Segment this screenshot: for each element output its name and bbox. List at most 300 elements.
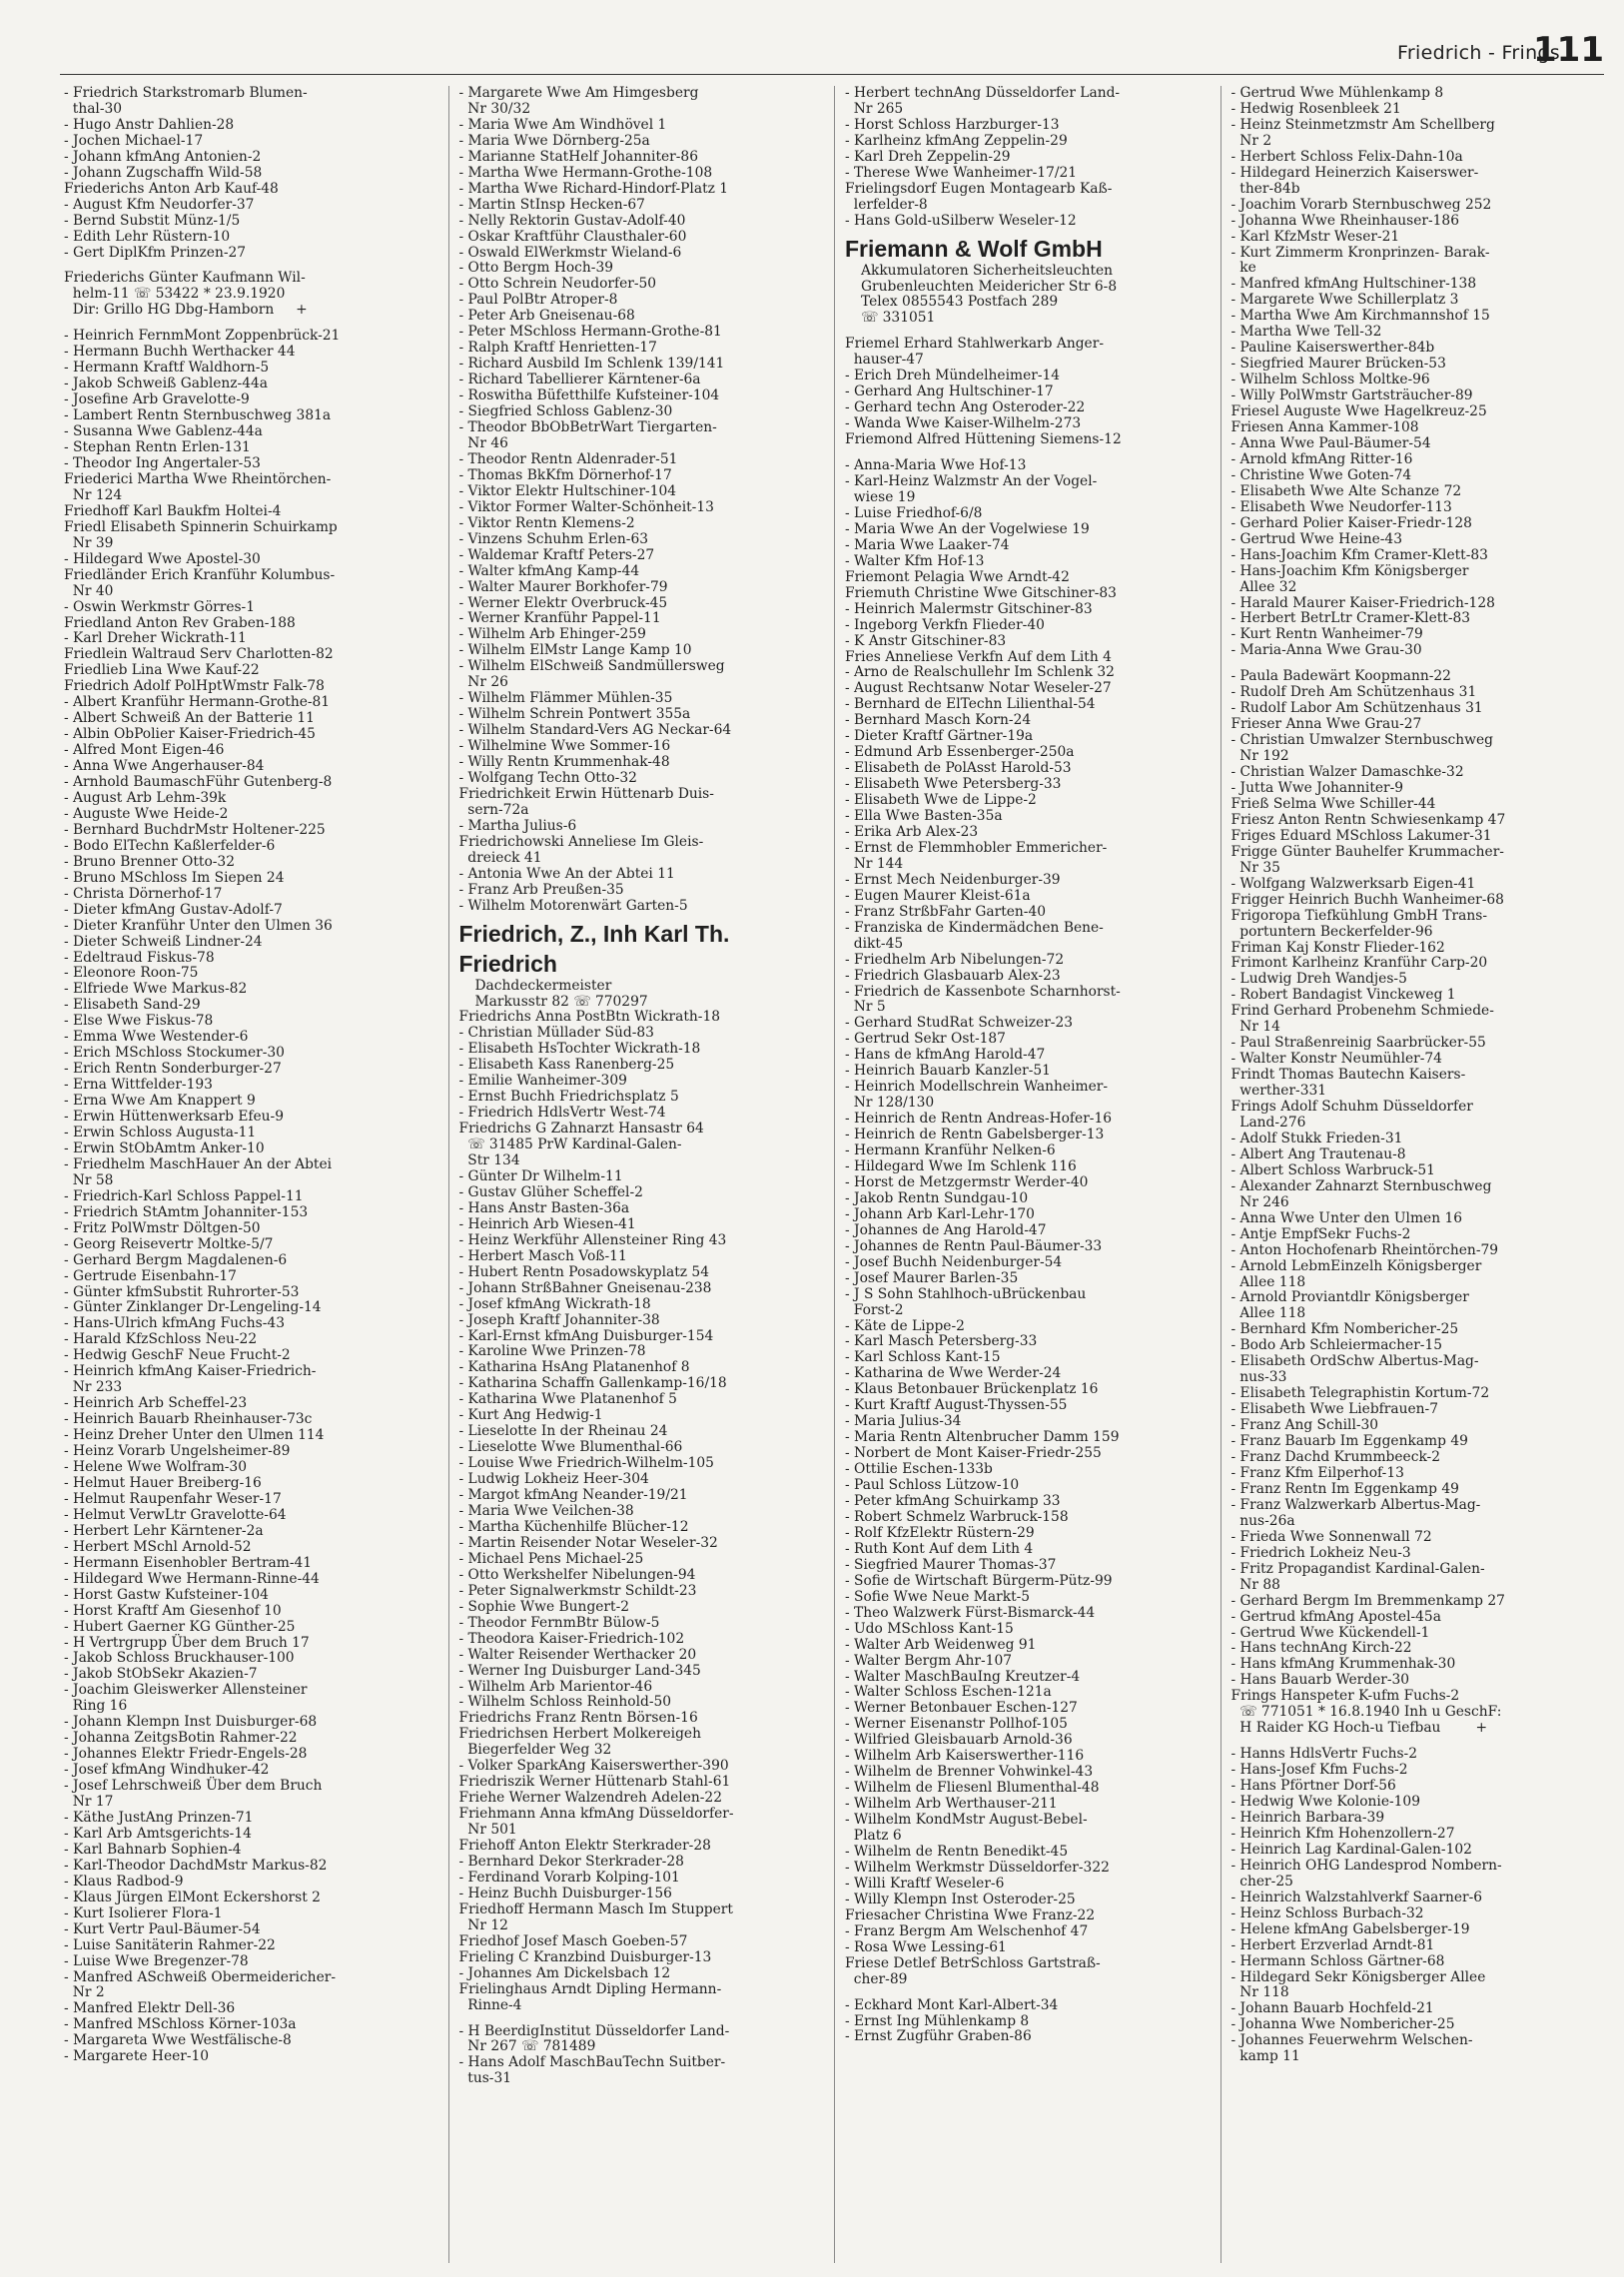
directory-entry: - Herbert MSchl Arnold-52 xyxy=(64,1538,252,1555)
directory-entry: - Kurt Isolierer Flora-1 xyxy=(64,1904,223,1921)
directory-entry: - Hermann Kraftf Waldhorn-5 xyxy=(64,360,270,377)
directory-entry: - Heinrich Bauarb Rheinhauser-73c xyxy=(64,1411,313,1428)
directory-entry: - Katharina Schaffn Gallenkamp-16/18 xyxy=(458,1375,727,1392)
directory-entry: Nr 12 xyxy=(458,1916,508,1933)
directory-entry: Friemuth Christine Wwe Gitschiner-83 xyxy=(845,584,1117,601)
directory-entry: Nr 246 xyxy=(1230,1193,1289,1210)
directory-entry: Nr 26 xyxy=(458,674,508,691)
directory-entry: dreieck 41 xyxy=(458,849,542,866)
directory-entry: ke xyxy=(1230,260,1256,277)
directory-entry: Friedrichs G Zahnarzt Hansastr 64 xyxy=(458,1121,704,1138)
directory-entry: - Friedrich HdlsVertr West-74 xyxy=(458,1105,666,1122)
directory-entry: - Wanda Wwe Kaiser-Wilhelm-273 xyxy=(845,415,1082,432)
directory-entry: - Erich Rentn Sonderburger-27 xyxy=(64,1061,282,1078)
directory-entry: - Kurt Rentn Wanheimer-79 xyxy=(1230,626,1423,643)
directory-entry: - Heinz Steinmetzmstr Am Schellberg xyxy=(1230,116,1495,133)
directory-entry: - Dieter Kranführ Unter den Ulmen 36 xyxy=(64,917,333,934)
directory-entry: - Arnhold BaumaschFühr Gutenberg-8 xyxy=(64,774,333,791)
directory-entry: - Johann Zugschaffn Wild-58 xyxy=(64,164,263,181)
directory-entry: Friederichs Anton Arb Kauf-48 xyxy=(64,180,279,197)
directory-entry: - Gertrud Wwe Kückendell-1 xyxy=(1230,1624,1430,1641)
directory-entry: Friederici Martha Wwe Rheintörchen- xyxy=(64,470,332,487)
firm-heading: Friedrich, Z., Inh Karl Th. Friedrich xyxy=(458,920,730,977)
directory-entry: - Margarete Wwe Schillerplatz 3 xyxy=(1230,292,1459,309)
directory-entry: - Wolfgang Walzwerksarb Eigen-41 xyxy=(1230,875,1476,892)
directory-entry: - Herbert technAng Düsseldorfer Land- xyxy=(845,86,1121,101)
directory-entry: Nr 30/32 xyxy=(458,100,531,117)
directory-entry: cher-25 xyxy=(1230,1873,1293,1890)
directory-entry: - Wilhelm Motorenwärt Garten-5 xyxy=(458,897,688,914)
directory-entry: - Heinrich Walzstahlverkf Saarner-6 xyxy=(1230,1889,1483,1905)
directory-entry: - August Arb Lehm-39k xyxy=(64,789,227,806)
directory-entry: - Erna Wittfelder-193 xyxy=(64,1077,213,1094)
directory-entry: Friemont Pelagia Wwe Arndt-42 xyxy=(845,568,1070,585)
directory-entry: - Horst Kraftf Am Giesenhof 10 xyxy=(64,1602,282,1619)
directory-entry: - Günter Dr Wilhelm-11 xyxy=(458,1168,623,1184)
page-header xyxy=(60,30,1604,75)
directory-entry: nus-33 xyxy=(1230,1369,1287,1386)
directory-entry: - Maria Wwe Laaker-74 xyxy=(845,536,1010,553)
directory-entry: Dir: Grillo HG Dbg-Hamborn + xyxy=(64,302,308,319)
directory-entry: - Walter kfmAng Kamp-44 xyxy=(458,562,640,579)
directory-entry: - Karl Schloss Kant-15 xyxy=(845,1349,1001,1366)
directory-entry: Allee 118 xyxy=(1230,1273,1306,1290)
directory-entry: - Hans-Ulrich kfmAng Fuchs-43 xyxy=(64,1315,285,1332)
directory-entry: Platz 6 xyxy=(845,1828,902,1845)
directory-entry: - Theodor BbObBetrWart Tiergarten- xyxy=(458,419,717,436)
directory-entry: Friesel Auguste Wwe Hagelkreuz-25 xyxy=(1230,403,1487,420)
directory-entry: Ring 16 xyxy=(64,1698,128,1715)
directory-entry: - Herbert Lehr Kärntener-2a xyxy=(64,1522,264,1539)
directory-entry: Nr 124 xyxy=(64,486,123,503)
directory-entry: - Klaus Betonbauer Brückenplatz 16 xyxy=(845,1381,1099,1398)
directory-entry: - Heinrich Kfm Hohenzollern-27 xyxy=(1230,1825,1455,1842)
directory-entry: - Pauline Kaiserswerther-84b xyxy=(1230,340,1435,357)
directory-entry: - Peter MSchloss Hermann-Grothe-81 xyxy=(458,324,722,341)
directory-entry: - Karl Dreh Zeppelin-29 xyxy=(845,148,1011,165)
entry-list xyxy=(64,86,442,2065)
directory-entry: Friedrich Adolf PolHptWmstr Falk-78 xyxy=(64,678,325,695)
directory-entry: Frigge Günter Bauhelfer Krummacher- xyxy=(1230,843,1504,860)
firm-heading: Friemann & Wolf GmbH xyxy=(845,235,1103,262)
directory-entry: - Klaus Radbod-9 xyxy=(64,1873,184,1890)
directory-entry: - Georg Reisevertr Moltke-5/7 xyxy=(64,1235,274,1252)
directory-entry: - Ruth Kont Auf dem Lith 4 xyxy=(845,1540,1034,1557)
directory-entry: - Elisabeth Wwe Alte Schanze 72 xyxy=(1230,482,1462,499)
directory-entry: - Friedrich-Karl Schloss Pappel-11 xyxy=(64,1187,304,1204)
directory-entry: - Gerhard Ang Hultschiner-17 xyxy=(845,383,1054,400)
directory-entry: - Ernst Ing Mühlenkamp 8 xyxy=(845,2012,1030,2029)
directory-entry: - Heinz Buchh Duisburger-156 xyxy=(458,1885,672,1901)
directory-entry: - Luise Wwe Bregenzer-78 xyxy=(64,1952,249,1969)
directory-entry: Forst-2 xyxy=(845,1301,904,1318)
directory-entry: - Albert Ang Trautenau-8 xyxy=(1230,1145,1406,1162)
directory-entry: - Heinz Vorarb Ungelsheimer-89 xyxy=(64,1443,291,1460)
directory-entry: - Bodo ElTechn Kaßlerfelder-6 xyxy=(64,837,276,854)
directory-entry: - Wilhelm de Brenner Vohwinkel-43 xyxy=(845,1764,1094,1781)
directory-entry: - Wilfried Gleisbauarb Arnold-36 xyxy=(845,1732,1073,1749)
directory-entry: - Wilhelm de Fliesenl Blumenthal-48 xyxy=(845,1780,1100,1797)
directory-entry: Friedrichkeit Erwin Hüttenarb Duis- xyxy=(458,785,714,802)
directory-entry: - Maria Rentn Altenbrucher Damm 159 xyxy=(845,1429,1120,1446)
directory-entry: - Gertrud Wwe Heine-43 xyxy=(1230,530,1402,547)
directory-entry: - Oswald ElWerkmstr Wieland-6 xyxy=(458,244,682,261)
directory-entry: - Martha Wwe Tell-32 xyxy=(1230,324,1382,341)
directory-entry: - Helene kfmAng Gabelsberger-19 xyxy=(1230,1920,1470,1937)
directory-entry: - Elisabeth Wwe de Lippe-2 xyxy=(845,792,1037,809)
directory-entry: - Arnold LebmEinzelh Königsberger xyxy=(1230,1257,1482,1274)
directory-entry: - Erwin Hüttenwerksarb Efeu-9 xyxy=(64,1109,284,1126)
directory-entry: - Heinrich FernmMont Zoppenbrück-21 xyxy=(64,328,341,345)
directory-entry: - Heinz Werkführ Allensteiner Ring 43 xyxy=(458,1231,727,1248)
directory-entry: - Albert Schweiß An der Batterie 11 xyxy=(64,710,315,727)
directory-entry: - Maria-Anna Wwe Grau-30 xyxy=(1230,642,1422,659)
directory-entry: - Joachim Gleiswerker Allensteiner xyxy=(64,1682,308,1699)
directory-entry: - Josefine Arb Gravelotte-9 xyxy=(64,391,250,408)
directory-entry: - Siegfried Maurer Brücken-53 xyxy=(1230,356,1446,373)
directory-entry: Friman Kaj Konstr Flieder-162 xyxy=(1230,939,1445,956)
directory-entry: - Margarete Heer-10 xyxy=(64,2048,210,2065)
directory-entry: - Maria Wwe An der Vogelwiese 19 xyxy=(845,520,1090,537)
directory-entry: Frigger Heinrich Buchh Wanheimer-68 xyxy=(1230,891,1504,908)
directory-entry: - Käthe JustAng Prinzen-71 xyxy=(64,1809,254,1826)
directory-entry: Nr 58 xyxy=(64,1171,114,1188)
directory-entry: - Gerhard Bergm Im Bremmenkamp 27 xyxy=(1230,1592,1505,1609)
directory-entry: - Wilhelm Arb Kaiserswerther-116 xyxy=(845,1748,1085,1765)
directory-entry: Frindt Thomas Bautechn Kaisers- xyxy=(1230,1067,1466,1084)
directory-entry: - Wolfgang Techn Otto-32 xyxy=(458,769,637,786)
directory-entry: - Elisabeth OrdSchw Albertus-Mag- xyxy=(1230,1353,1479,1370)
directory-entry: - Heinrich OHG Landesprod Nombern- xyxy=(1230,1857,1502,1874)
directory-entry: - Arnold Proviantdlr Königsberger xyxy=(1230,1289,1469,1306)
directory-entry: - Bruno Brenner Otto-32 xyxy=(64,853,235,870)
firm-detail: ☏ 331051 xyxy=(861,310,936,327)
firm-detail: Markusstr 82 ☏ 770297 xyxy=(474,993,648,1010)
directory-entry: - Karoline Wwe Prinzen-78 xyxy=(458,1343,646,1360)
directory-entry: Fries Anneliese Verkfn Auf dem Lith 4 xyxy=(845,648,1112,665)
directory-entry: - Friedhelm MaschHauer An der Abtei xyxy=(64,1155,333,1172)
directory-entry: - Alfred Mont Eigen-46 xyxy=(64,742,225,759)
directory-entry: - Marianne StatHelf Johanniter-86 xyxy=(458,148,698,165)
directory-entry: - Walter Reisender Werthacker 20 xyxy=(458,1646,697,1663)
directory-entry: - Therese Wwe Wanheimer-17/21 xyxy=(845,164,1078,181)
directory-entry: - Maria Julius-34 xyxy=(845,1413,962,1430)
directory-entry: - Ludwig Lokheiz Heer-304 xyxy=(458,1471,649,1488)
directory-entry: - Martha Julius-6 xyxy=(458,817,577,834)
directory-entry: - Margot kfmAng Neander-19/21 xyxy=(458,1487,688,1504)
directory-entry: - Herbert BetrLtr Cramer-Klett-83 xyxy=(1230,610,1471,627)
directory-entry: - Theodor FernmBtr Bülow-5 xyxy=(458,1614,660,1631)
directory-entry: - Christian Umwalzer Sternbuschweg xyxy=(1230,732,1493,749)
directory-entry: - Joachim Vorarb Sternbuschweg 252 xyxy=(1230,196,1492,213)
directory-entry: Frind Gerhard Probenehm Schmiede- xyxy=(1230,1003,1494,1020)
directory-entry: - Martha Wwe Am Kirchmannshof 15 xyxy=(1230,308,1490,325)
directory-entry: - Heinrich Barbara-39 xyxy=(1230,1809,1385,1826)
directory-entry: - Elisabeth Wwe Neudorfer-113 xyxy=(1230,498,1452,515)
directory-entry: - Theodora Kaiser-Friedrich-102 xyxy=(458,1630,685,1647)
directory-entry: - Gustav Glüher Scheffel-2 xyxy=(458,1183,643,1200)
directory-entry: Friedriszik Werner Hüttenarb Stahl-61 xyxy=(458,1774,731,1791)
directory-entry: Friges Eduard MSchloss Lakumer-31 xyxy=(1230,827,1492,844)
directory-entry: - Walter Kfm Hof-13 xyxy=(845,552,985,569)
directory-entry: - Edeltraud Fiskus-78 xyxy=(64,949,215,966)
directory-entry: - Hans de kfmAng Harold-47 xyxy=(845,1047,1046,1064)
directory-entry: - Michael Pens Michael-25 xyxy=(458,1550,644,1567)
directory-entry: Friedlieb Lina Wwe Kauf-22 xyxy=(64,662,260,679)
directory-entry: - Luise Friedhof-6/8 xyxy=(845,504,983,521)
directory-entry: - Bernd Substit Münz-1/5 xyxy=(64,212,241,229)
directory-entry: Friedländer Erich Kranführ Kolumbus- xyxy=(64,566,336,583)
directory-entry: - Ludwig Dreh Wandjes-5 xyxy=(1230,971,1407,988)
directory-entry: - Harald KfzSchloss Neu-22 xyxy=(64,1331,258,1348)
directory-entry: - Wilhelm Arb Marientor-46 xyxy=(458,1678,653,1695)
directory-entry: - Hans Bauarb Werder-30 xyxy=(1230,1672,1410,1689)
directory-entry: - Heinrich Arb Scheffel-23 xyxy=(64,1395,248,1412)
directory-entry: - Gerhard StudRat Schweizer-23 xyxy=(845,1015,1074,1032)
directory-entry: - Sofie de Wirtschaft Bürgerm-Pütz-99 xyxy=(845,1572,1113,1589)
directory-entry: - Walter Bergm Ahr-107 xyxy=(845,1652,1012,1669)
directory-entry: - Thomas BkKfm Dörnerhof-17 xyxy=(458,466,672,483)
directory-entry: - Willy PolWmstr Gartsträucher-89 xyxy=(1230,387,1473,404)
directory-entry: - Heinrich Modellschrein Wanheimer- xyxy=(845,1079,1109,1096)
directory-entry: - Herbert Masch Voß-11 xyxy=(458,1247,627,1264)
directory-entry: - Johannes de Ang Harold-47 xyxy=(845,1221,1047,1238)
directory-entry: - Karl Dreher Wickrath-11 xyxy=(64,630,247,647)
directory-entry: Nr 267 ☏ 781489 xyxy=(458,2038,596,2055)
directory-entry: - Elfriede Wwe Markus-82 xyxy=(64,981,248,998)
directory-entry: - Johann Bauarb Hochfeld-21 xyxy=(1230,2000,1434,2017)
directory-entry: Frieser Anna Wwe Grau-27 xyxy=(1230,716,1422,733)
directory-entry: - Werner Kranführ Pappel-11 xyxy=(458,610,661,627)
directory-entry: - Hans kfmAng Krummenhak-30 xyxy=(1230,1656,1456,1673)
directory-entry: - Erich MSchloss Stockumer-30 xyxy=(64,1045,285,1062)
directory-entry: Friehoff Anton Elektr Sterkrader-28 xyxy=(458,1838,711,1855)
directory-entry: - H BeerdigInstitut Düsseldorfer Land- xyxy=(458,2022,730,2039)
directory-entry: Nr 501 xyxy=(458,1822,517,1839)
directory-entry: - Johanna Wwe Nombericher-25 xyxy=(1230,2016,1455,2033)
directory-entry: Nr 144 xyxy=(845,855,904,872)
column-1 xyxy=(62,86,448,2263)
directory-entry: - Hans-Joachim Kfm Königsberger xyxy=(1230,562,1469,579)
directory-entry: - Eleonore Roon-75 xyxy=(64,965,199,982)
directory-entry: - Susanna Wwe Gablenz-44a xyxy=(64,423,263,440)
directory-entry: - Johannes Elektr Friedr-Engels-28 xyxy=(64,1746,308,1763)
directory-entry: - Franz Bauarb Im Eggenkamp 49 xyxy=(1230,1433,1468,1450)
directory-entry: - Heinrich kfmAng Kaiser-Friedrich- xyxy=(64,1363,317,1380)
directory-entry: - Margareta Wwe Westfälische-8 xyxy=(64,2032,292,2049)
directory-entry: - Wilhelmine Wwe Sommer-16 xyxy=(458,738,671,755)
directory-entry: - Theodor Rentn Aldenrader-51 xyxy=(458,450,678,467)
directory-entry: - Martha Wwe Hermann-Grothe-108 xyxy=(458,164,713,181)
directory-entry: Allee 118 xyxy=(1230,1305,1306,1322)
directory-entry: - Wilhelm Arb Ehinger-259 xyxy=(458,626,646,643)
firm-detail: Akkumulatoren Sicherheitsleuchten xyxy=(861,262,1114,279)
directory-entry: - Eckhard Mont Karl-Albert-34 xyxy=(845,1996,1059,2013)
directory-entry: Friese Detlef BetrSchloss Gartstraß- xyxy=(845,1954,1101,1971)
directory-entry: - Heinz Dreher Unter den Ulmen 114 xyxy=(64,1427,325,1444)
directory-entry: - Udo MSchloss Kant-15 xyxy=(845,1620,1014,1637)
directory-entry: - Kurt Vertr Paul-Bäumer-54 xyxy=(64,1920,261,1937)
directory-entry: - Franz Kfm Eilperhof-13 xyxy=(1230,1464,1404,1481)
directory-entry: - Elisabeth Wwe Liebfrauen-7 xyxy=(1230,1401,1438,1418)
directory-entry: - Karl Bahnarb Sophien-4 xyxy=(64,1841,242,1858)
directory-entry: - Franz Bergm Am Welschenhof 47 xyxy=(845,1922,1089,1939)
directory-entry: - Walter MaschBauIng Kreutzer-4 xyxy=(845,1668,1081,1685)
directory-entry: - Gertrud Sekr Ost-187 xyxy=(845,1031,1006,1048)
directory-entry: - Klaus Jürgen ElMont Eckershorst 2 xyxy=(64,1889,321,1905)
directory-entry: - Hildegard Heinerzich Kaiserswer- xyxy=(1230,164,1479,181)
directory-entry: portuntern Beckerfelder-96 xyxy=(1230,923,1433,940)
directory-entry: - Emma Wwe Westender-6 xyxy=(64,1029,249,1046)
directory-entry: Nr 265 xyxy=(845,100,904,117)
directory-entry: - Friedrich de Kassenbote Scharnhorst- xyxy=(845,983,1121,1000)
directory-entry: - Hugo Anstr Dahlien-28 xyxy=(64,116,235,133)
directory-entry: - Kurt Zimmerm Kronprinzen- Barak- xyxy=(1230,244,1490,261)
directory-entry: - Elisabeth HsTochter Wickrath-18 xyxy=(458,1041,701,1058)
directory-entry: - Viktor Elektr Hultschiner-104 xyxy=(458,482,677,499)
directory-entry: - Margarete Wwe Am Himgesberg xyxy=(458,86,699,101)
directory-entry: - Lieselotte Wwe Blumenthal-66 xyxy=(458,1439,683,1456)
directory-entry: - Oskar Kraftführ Clausthaler-60 xyxy=(458,228,687,245)
directory-entry: dikt-45 xyxy=(845,935,904,952)
directory-entry: - Hans Anstr Basten-36a xyxy=(458,1199,630,1216)
directory-entry: - Wilhelm Arb Werthauser-211 xyxy=(845,1796,1058,1813)
directory-entry: - Alexander Zahnarzt Sternbuschweg xyxy=(1230,1177,1492,1194)
directory-entry: - Jakob Schloss Bruckhauser-100 xyxy=(64,1650,295,1667)
directory-entry: - Otto Schrein Neudorfer-50 xyxy=(458,276,657,293)
entry-list xyxy=(1231,86,1601,2065)
directory-entry: - Rolf KfzElektr Rüstern-29 xyxy=(845,1524,1035,1541)
directory-entry: - Edith Lehr Rüstern-10 xyxy=(64,228,231,245)
directory-entry: - Ella Wwe Basten-35a xyxy=(845,808,1003,825)
directory-entry: - Karlheinz kfmAng Zeppelin-29 xyxy=(845,132,1068,149)
directory-entry: - Josef Lehrschweiß Über dem Bruch xyxy=(64,1778,323,1795)
directory-entry: - K Anstr Gitschiner-83 xyxy=(845,632,1007,649)
directory-entry: - Josef kfmAng Wickrath-18 xyxy=(458,1295,651,1312)
firm-detail: Grubenleuchten Meidericher Str 6-8 xyxy=(861,278,1118,295)
directory-entry: - Wilhelm ElMstr Lange Kamp 10 xyxy=(458,642,692,659)
directory-entry: - August Rechtsanw Notar Weseler-27 xyxy=(845,680,1112,697)
directory-entry: thal-30 xyxy=(64,100,123,117)
directory-entry: - Karl Masch Petersberg-33 xyxy=(845,1333,1038,1350)
directory-entry: Nr 233 xyxy=(64,1379,123,1396)
directory-entry: Frieß Selma Wwe Schiller-44 xyxy=(1230,795,1436,812)
directory-entry: - Heinrich Malermstr Gitschiner-83 xyxy=(845,600,1093,617)
directory-entry: Nr 2 xyxy=(64,1984,105,2001)
directory-entry: Frings Adolf Schuhm Düsseldorfer xyxy=(1230,1099,1473,1116)
directory-entry: - Martha Küchenhilfe Blücher-12 xyxy=(458,1518,689,1535)
directory-entry: - Hermann Buchh Werthacker 44 xyxy=(64,344,296,361)
directory-entry: - Roswitha Büfetthilfe Kufsteiner-104 xyxy=(458,387,720,404)
directory-entry: - Waldemar Kraftf Peters-27 xyxy=(458,546,655,563)
directory-entry: - Theodor Ing Angertaler-53 xyxy=(64,454,261,471)
directory-entry: - Hubert Gaerner KG Günther-25 xyxy=(64,1618,296,1635)
directory-entry: - Gertrud Wwe Mühlenkamp 8 xyxy=(1230,86,1444,101)
directory-entry: - Heinz Schloss Burbach-32 xyxy=(1230,1904,1424,1921)
directory-entry: - Peter Signalwerkmstr Schildt-23 xyxy=(458,1582,697,1599)
directory-entry: Frigoropa Tiefkühlung GmbH Trans- xyxy=(1230,907,1487,924)
directory-entry: Friedrichowski Anneliese Im Gleis- xyxy=(458,833,704,850)
directory-entry: Frings Hanspeter K-ufm Fuchs-2 xyxy=(1230,1688,1460,1705)
directory-entry: - Hans technAng Kirch-22 xyxy=(1230,1640,1412,1657)
directory-entry: - Wilhelm Werkmstr Düsseldorfer-322 xyxy=(845,1859,1110,1876)
directory-entry: - Horst de Metzgermstr Werder-40 xyxy=(845,1173,1089,1190)
directory-entry: - Manfred Elektr Dell-36 xyxy=(64,2000,236,2017)
directory-entry: - Hans Pförtner Dorf-56 xyxy=(1230,1778,1396,1795)
directory-entry: - Sophie Wwe Bungert-2 xyxy=(458,1598,630,1615)
directory-entry: - Wilhelm Flämmer Mühlen-35 xyxy=(458,690,673,707)
directory-entry: - Friedrich StAmtm Johanniter-153 xyxy=(64,1203,309,1220)
directory-entry: - Helmut Hauer Breiberg-16 xyxy=(64,1474,262,1491)
directory-entry: Nr 17 xyxy=(64,1794,114,1811)
directory-entry: - Friedhelm Arb Nibelungen-72 xyxy=(845,951,1065,968)
directory-entry: - Katharina de Wwe Werder-24 xyxy=(845,1365,1062,1382)
directory-entry: Friedlein Waltraud Serv Charlotten-82 xyxy=(64,646,334,663)
directory-entry: - Paula Badewärt Koopmann-22 xyxy=(1230,668,1451,685)
directory-entry: - Harald Maurer Kaiser-Friedrich-128 xyxy=(1230,594,1495,611)
entry-list xyxy=(459,1010,829,2087)
directory-entry: nus-26a xyxy=(1230,1512,1295,1529)
directory-entry: - Ferdinand Vorarb Kolping-101 xyxy=(458,1869,680,1886)
directory-entry: - Helmut VerwLtr Gravelotte-64 xyxy=(64,1506,287,1523)
directory-entry: - Nelly Rektorin Gustav-Adolf-40 xyxy=(458,212,686,229)
directory-entry: Friedhoff Hermann Masch Im Stuppert xyxy=(458,1900,733,1917)
directory-entry: - Anna Wwe Unter den Ulmen 16 xyxy=(1230,1209,1463,1226)
directory-entry: - Karl Arb Amtsgerichts-14 xyxy=(64,1825,252,1842)
directory-entry: hauser-47 xyxy=(845,352,924,369)
directory-entry: - Paul Schloss Lützow-10 xyxy=(845,1477,1020,1494)
directory-entry: - Wilhelm Schloss Moltke-96 xyxy=(1230,372,1430,388)
directory-entry: - Willy Rentn Krummenhak-48 xyxy=(458,754,670,771)
directory-entry: - Bodo Arb Schleiermacher-15 xyxy=(1230,1337,1443,1354)
directory-entry: - Jakob StObSekr Akazien-7 xyxy=(64,1666,258,1683)
directory-entry: Frieling C Kranzbind Duisburger-13 xyxy=(458,1948,712,1965)
directory-entry: - Gertrude Eisenbahn-17 xyxy=(64,1267,237,1284)
directory-entry: - Wilhelm de Rentn Benedikt-45 xyxy=(845,1843,1069,1860)
directory-entry: - Albert Kranführ Hermann-Grothe-81 xyxy=(64,694,331,711)
directory-entry: - Erwin StObAmtm Anker-10 xyxy=(64,1139,265,1156)
directory-entry: - Hermann Schloss Gärtner-68 xyxy=(1230,1952,1445,1969)
directory-entry: - Hildegard Wwe Hermann-Rinne-44 xyxy=(64,1570,320,1587)
entry-list xyxy=(845,337,1215,2045)
directory-entry: - Kurt Ang Hedwig-1 xyxy=(458,1407,603,1424)
directory-entry: - Hedwig GeschF Neue Frucht-2 xyxy=(64,1347,291,1364)
directory-entry: - Bernhard BuchdrMstr Holtener-225 xyxy=(64,821,326,838)
directory-entry: - Bernhard Masch Korn-24 xyxy=(845,712,1032,729)
directory-entry: - Albert Schloss Warbruck-51 xyxy=(1230,1161,1435,1178)
directory-entry: Friedrichsen Herbert Molkereigeh xyxy=(458,1726,701,1743)
firm-detail: Dachdeckermeister xyxy=(474,977,612,994)
directory-entry: Nr 2 xyxy=(1230,132,1272,149)
directory-entry: - Rudolf Dreh Am Schützenhaus 31 xyxy=(1230,684,1477,701)
directory-entry: - Franz Rentn Im Eggenkamp 49 xyxy=(1230,1480,1459,1497)
directory-entry: - Katharina Wwe Platanenhof 5 xyxy=(458,1391,677,1408)
directory-entry: - Anna Wwe Paul-Bäumer-54 xyxy=(1230,434,1431,451)
directory-entry: - Gert DiplKfm Prinzen-27 xyxy=(64,244,247,261)
directory-entry: - Wilhelm KondMstr August-Bebel- xyxy=(845,1812,1088,1829)
directory-entry: - Karl KfzMstr Weser-21 xyxy=(1230,228,1400,245)
directory-entry: - Theo Walzwerk Fürst-Bismarck-44 xyxy=(845,1604,1096,1621)
directory-entry: - Albin ObPolier Kaiser-Friedrich-45 xyxy=(64,726,316,743)
directory-entry: Nr 5 xyxy=(845,999,886,1016)
directory-entry: Friedrichs Franz Rentn Börsen-16 xyxy=(458,1710,698,1727)
directory-entry: - Willy Klempn Inst Osteroder-25 xyxy=(845,1891,1076,1907)
directory-entry: cher-89 xyxy=(845,1970,908,1987)
directory-entry: - Christa Dörnerhof-17 xyxy=(64,885,223,902)
directory-entry: Friesen Anna Kammer-108 xyxy=(1230,419,1419,436)
directory-entry: - Herbert Schloss Felix-Dahn-10a xyxy=(1230,148,1463,165)
directory-entry: - Kurt Kraftf August-Thyssen-55 xyxy=(845,1397,1068,1414)
